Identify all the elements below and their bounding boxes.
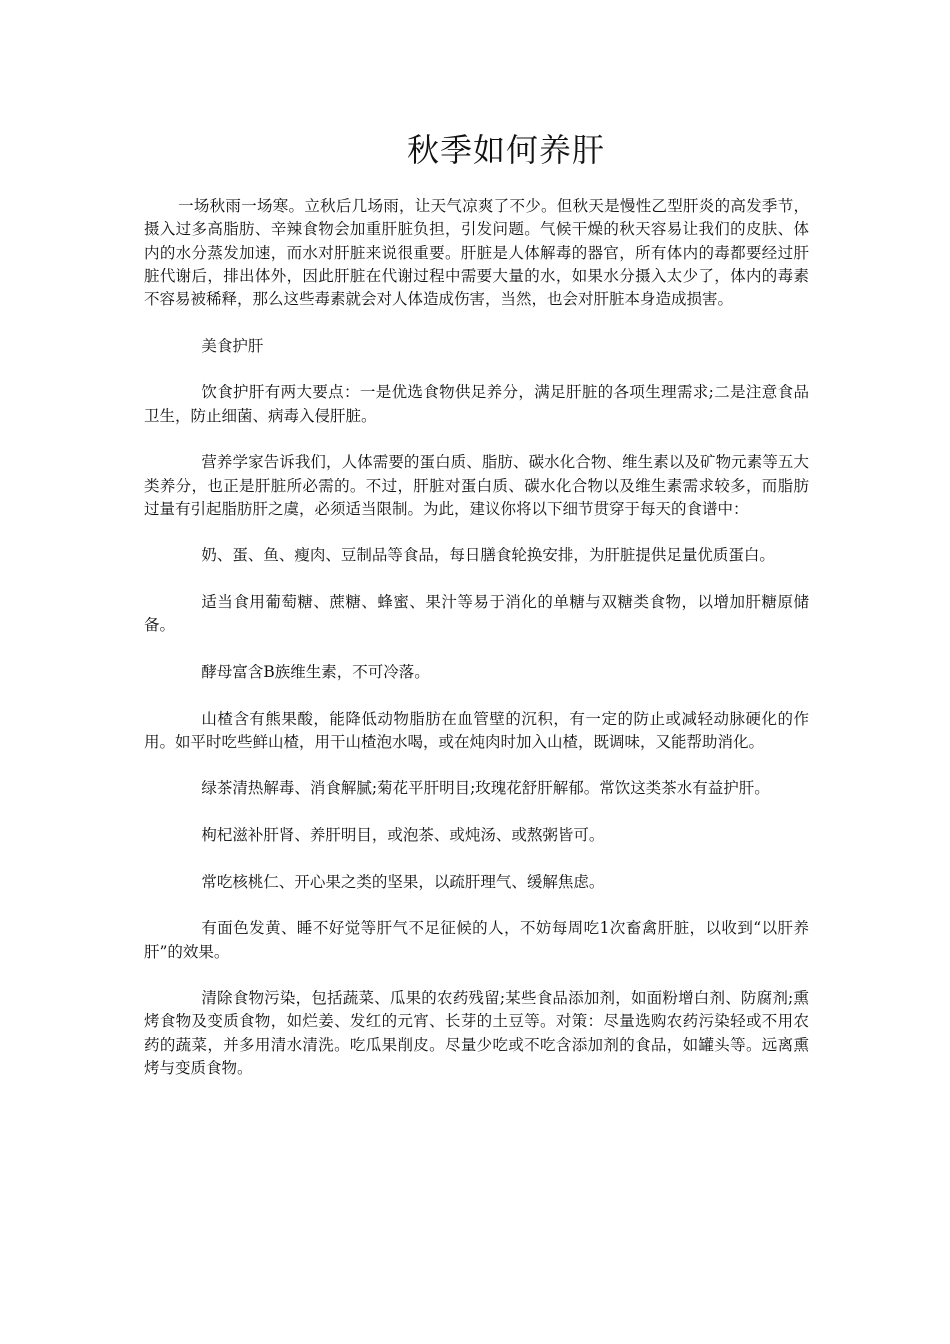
document-body — [144, 195, 809, 1104]
body-paragraph: 饮食护肝有两大要点：一是优选食物供足养分，满足肝脏的各项生理需求;二是注意食品卫生，防止细菌、病毒入侵肝脏。 — [144, 383, 809, 425]
body-paragraph: 常吃核桃仁、开心果之类的坚果，以疏肝理气、缓解焦虑。 — [201, 872, 605, 891]
body-paragraph: 酵母富含B族维生素，不可冷落。 — [201, 662, 430, 681]
body-paragraph: 营养学家告诉我们，人体需要的蛋白质、脂肪、碳水化合物、维生素以及矿物元素等五大类养分，也正是肝脏所必需的。不过，肝脏对蛋白质、碳水化合物以及维生素需求较多，而脂肪过量有引起脂肪肝之虞，必须适当限制。为此，建议你将以下细节贯穿于每天的食谱中： — [144, 453, 809, 518]
body-paragraph: 适当食用葡萄糖、蔗糖、蜂蜜、果汁等易于消化的单糖与双糖类食物，以增加肝糖原储备。 — [144, 593, 809, 635]
body-paragraph: 有面色发黄、睡不好觉等肝气不足征候的人，不妨每周吃1次畜禽肝脏，以收到“以肝养肝”的效果。 — [144, 919, 809, 961]
body-paragraph: 清除食物污染，包括蔬菜、瓜果的农药残留;某些食品添加剂，如面粉增白剂、防腐剂;熏烤食物及变质食物，如烂姜、发红的元宵、长芽的土豆等。对策：尽量选购农药污染轻或不用农药的蔬菜，并多用清水清洗。吃瓜果削皮。尽量少吃或不吃含添加剂的食品，如罐头等。远离熏烤与变质食物。 — [144, 989, 809, 1077]
body-paragraph: 山楂含有熊果酸，能降低动物脂肪在血管壁的沉积，有一定的防止或减轻动脉硬化的作用。如平时吃些鲜山楂，用干山楂泡水喝，或在炖肉时加入山楂，既调味，又能帮助消化。 — [144, 709, 809, 751]
body-paragraph: 枸杞滋补肝肾、养肝明目，或泡茶、或炖汤、或熬粥皆可。 — [201, 826, 605, 845]
body-paragraph: 奶、蛋、鱼、瘦肉、豆制品等食品，每日膳食轮换安排，为肝脏提供足量优质蛋白。 — [201, 546, 775, 565]
body-paragraph: 绿茶清热解毒、消食解腻;菊花平肝明目;玫瑰花舒肝解郁。常饮这类茶水有益护肝。 — [201, 779, 770, 798]
document-title: 秋季如何养肝 — [406, 131, 605, 169]
intro-paragraph: 一场秋雨一场寒。立秋后几场雨，让天气凉爽了不少。但秋天是慢性乙型肝炎的高发季节，摄入过多高脂肪、辛辣食物会加重肝脏负担，引发问题。气候干燥的秋天容易让我们的皮肤、体内的水分蒸发加速，而水对肝脏来说很重要。肝脏是人体解毒的器官，所有体内的毒都要经过肝脏代谢后，排出体外，因此肝脏在代谢过程中需要大量的水，如果水分摄入太少了，体内的毒素不容易被稀释，那么这些毒素就会对人体造成伤害，当然，也会对肝脏本身造成损害。 — [144, 197, 809, 309]
section-heading: 美食护肝 — [201, 336, 264, 355]
